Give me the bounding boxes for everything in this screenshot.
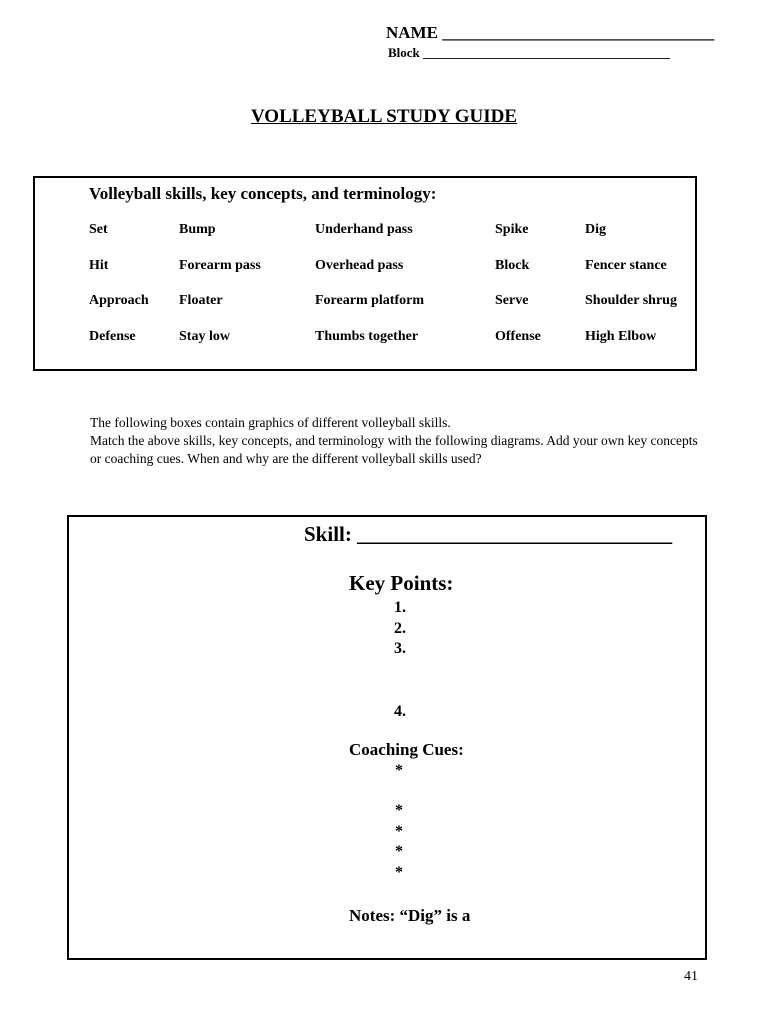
key-point-4: 4. bbox=[394, 703, 406, 720]
term-forearm-platform: Forearm platform bbox=[315, 293, 424, 308]
key-points-title: Key Points: bbox=[349, 571, 454, 595]
term-floater: Floater bbox=[179, 293, 223, 308]
term-hit: Hit bbox=[89, 258, 109, 273]
cue-bullet: * bbox=[395, 823, 403, 840]
name-field-label: NAME ________________________________ bbox=[386, 23, 715, 42]
instructions-line-1: The following boxes contain graphics of different volleyball skills. bbox=[90, 415, 451, 430]
term-approach: Approach bbox=[89, 293, 149, 308]
term-block: Block bbox=[495, 258, 530, 273]
cue-bullet: * bbox=[395, 864, 403, 881]
term-high-elbow: High Elbow bbox=[585, 329, 657, 344]
term-serve: Serve bbox=[495, 293, 529, 308]
terms-heading: Volleyball skills, key concepts, and terminology: bbox=[89, 184, 437, 203]
term-overhead-pass: Overhead pass bbox=[315, 258, 404, 273]
notes: Notes: “Dig” is a bbox=[349, 906, 471, 925]
instructions-line-2: Match the above skills, key concepts, and terminology with the following diagrams. Add your own key concepts or coaching cues. When and why are the different volleyball skills used? bbox=[90, 433, 698, 466]
term-dig: Dig bbox=[585, 222, 606, 237]
key-point-2: 2. bbox=[394, 620, 406, 637]
term-defense: Defense bbox=[89, 329, 136, 344]
skill-label: Skill: ______________________________ bbox=[304, 522, 673, 546]
term-spike: Spike bbox=[495, 222, 529, 237]
page-number: 41 bbox=[684, 969, 698, 984]
term-offense: Offense bbox=[495, 329, 541, 344]
term-fencer-stance: Fencer stance bbox=[585, 258, 667, 273]
block-field-label: Block ______________________________________ bbox=[388, 45, 671, 60]
cue-bullet: * bbox=[395, 762, 403, 779]
cue-bullet: * bbox=[395, 802, 403, 819]
cue-bullet: * bbox=[395, 843, 403, 860]
term-bump: Bump bbox=[179, 222, 216, 237]
instructions bbox=[90, 414, 710, 468]
term-thumbs-together: Thumbs together bbox=[315, 329, 419, 344]
term-forearm-pass: Forearm pass bbox=[179, 258, 261, 273]
term-underhand-pass: Underhand pass bbox=[315, 222, 413, 237]
key-point-3: 3. bbox=[394, 640, 406, 657]
coaching-cues-title: Coaching Cues: bbox=[349, 740, 464, 759]
term-shoulder-shrug: Shoulder shrug bbox=[585, 293, 677, 308]
page-title: VOLLEYBALL STUDY GUIDE bbox=[250, 106, 518, 127]
term-set: Set bbox=[89, 222, 108, 237]
key-point-1: 1. bbox=[394, 599, 406, 616]
term-stay-low: Stay low bbox=[179, 329, 230, 344]
